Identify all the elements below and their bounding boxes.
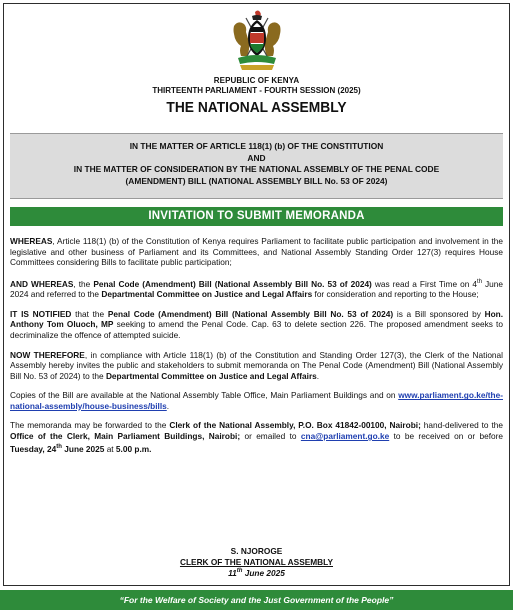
matter-line-2: AND — [247, 152, 266, 163]
matter-line-3: IN THE MATTER OF CONSIDERATION BY THE NATIONAL ASSEMBLY OF THE PENAL CODE — [73, 164, 440, 174]
bills-link[interactable]: www.parliament.go.ke/the-national-assembly/house-business/bills — [10, 390, 503, 411]
email-link[interactable]: cna@parliament.go.ke — [300, 431, 390, 442]
invitation-banner: INVITATION TO SUBMIT MEMORANDA — [10, 207, 503, 226]
signatory-title: CLERK OF THE NATIONAL ASSEMBLY — [179, 557, 334, 567]
signature-date: 11th June 2025 — [228, 568, 285, 578]
assembly-title: THE NATIONAL ASSEMBLY — [166, 99, 347, 116]
paragraph-whereas: WHEREAS, Article 118(1) (b) of the Constitution of Kenya requires Parliament to facilitate public participation and involvement in the legislative and other business of Parliament and its Committees, and National Assembly Standing Order 127(3) requires House Committees considering Bills to facilitate public participation; — [10, 236, 503, 268]
matter-block — [10, 133, 503, 199]
paragraph-notified: IT IS NOTIFIED that the Penal Code (Amendment) Bill (National Assembly Bill No. 53 of 2024) is a Bill sponsored by Hon. Anthony Tom Oluoch, MP seeking to amend the Penal Code. Cap. 63 to delete section 226. The proposed amendment seeks to decriminalize the offence of attempted suicide. — [10, 308, 504, 340]
session-heading: THIRTEENTH PARLIAMENT - FOURTH SESSION (2025) — [152, 86, 361, 95]
paragraph-copies: Copies of the Bill are available at the National Assembly Table Office, Main Parliament Buildings and on www.parliament.go.ke/the-national-assembly/house-business/bills. — [10, 390, 503, 411]
paragraph-submission: The memoranda may be forwarded to the Clerk of the National Assembly, P.O. Box 41842-00100, Nairobi; hand-delivered to the Office of the Clerk, Main Parliament Buildings, Nairobi; or emailed to cna@parliament.go.ke to be received on or before Tuesday, 24th June 2025 at 5.00 p.m. — [10, 420, 503, 454]
kenya-coat-of-arms-icon — [228, 8, 286, 72]
republic-heading: REPUBLIC OF KENYA — [213, 76, 300, 85]
notice-body — [10, 236, 503, 463]
matter-line-1: IN THE MATTER OF ARTICLE 118(1) (b) OF THE CONSTITUTION — [129, 141, 384, 151]
matter-line-4: (AMENDMENT) BILL (NATIONAL ASSEMBLY BILL No. 53 OF 2024) — [125, 175, 388, 186]
motto-footer: “For the Welfare of Society and the Just Government of the People” — [0, 590, 513, 610]
signatory-name: S. NJOROGE — [230, 546, 283, 556]
paragraph-and-whereas: AND WHEREAS, the Penal Code (Amendment) Bill (National Assembly Bill No. 53 of 2024) was read a First Time on 4th June 2024 and referred to the Departmental Committee on Justice and Legal Affairs for consideration and reporting to the House; — [10, 278, 504, 300]
paragraph-now-therefore: NOW THEREFORE, in compliance with Article 118(1) (b) of the Constitution and Standing Order 127(3), the Clerk of the National Assembly hereby invites the public and stakeholders to submit memoranda on The Penal Code (Amendment) Bill (National Assembly Bill No. 53 of 2024) to the Departmental Committee on Justice and Legal Affairs. — [10, 349, 504, 381]
